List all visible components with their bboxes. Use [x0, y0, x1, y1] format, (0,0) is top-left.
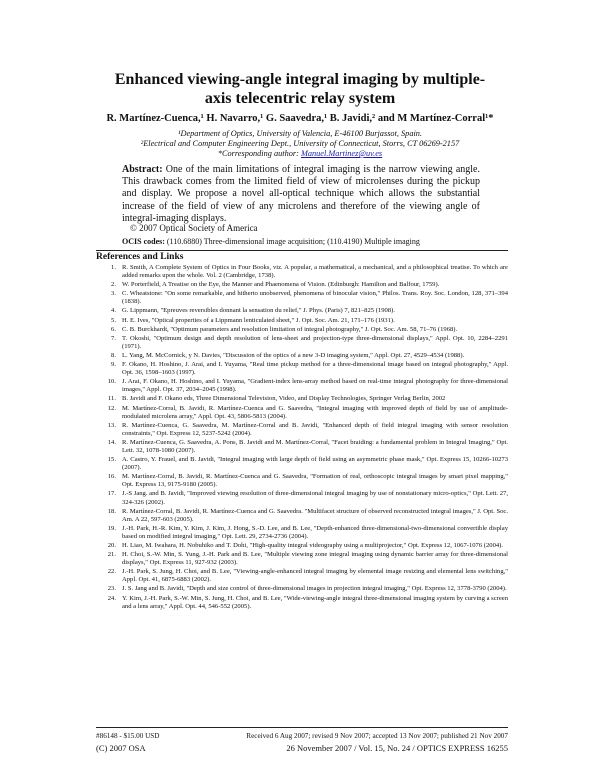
reference-number: 13. [107, 421, 116, 429]
ocis-text: (110.6880) Three-dimensional image acquisition; (110.4190) Multiple imaging [164, 237, 420, 246]
reference-text: W. Porterfield, A Treatise on the Eye, the Manner and Phaenomena of Vision. (Edinburgh: Hamilton and Balfour, 1759). [122, 281, 440, 289]
ocis-codes [122, 237, 420, 246]
copyright-notice: © 2007 Optical Society of America [130, 223, 258, 233]
reference-item [96, 326, 508, 334]
abstract-text: One of the main limitations of integral imaging is the narrow viewing angle. This drawback comes from the limited field of view of microlenses during the pickup and display. We propose a novel all-optical technique which allows the substantial increase of the field of view of any microlens and therefore of the viewing angle of integral-imaging displays. [122, 164, 480, 224]
reference-number: 14. [107, 438, 116, 446]
reference-item [96, 490, 508, 506]
reference-number: 2. [111, 281, 116, 289]
reference-number: 4. [111, 307, 116, 315]
reference-item [96, 405, 508, 421]
reference-text: C. Wheatstone: "On some remarkable, and hitherto unobserved, phenomena of binocular vision," Philos. Trans. Roy. Soc. London, 128, 371–394 (1838). [122, 290, 508, 306]
reference-number: 23. [107, 585, 116, 593]
reference-text: C. B. Burckhardt, "Optimum parameters and resolution limitation of integral photography," J. Opt. Soc. Am. 58, 71–76 (1968). [122, 325, 458, 333]
reference-item [96, 264, 508, 280]
reference-number: 19. [107, 524, 116, 532]
reference-number: 6. [111, 325, 116, 333]
reference-text: J.-H. Park, S. Jung, H. Choi, and B. Lee, "Viewing-angle-enhanced integral imaging by elemental image resizing and elemental lens switching," Appl. Opt. 41, 6875-6883 (2002). [122, 568, 508, 584]
footer-journal: 26 November 2007 / Vol. 15, No. 24 / OPTICS EXPRESS 16255 [286, 743, 508, 753]
reference-text: R. Smith, A Complete System of Optics in Four Books, viz. A popular, a mathematical, a mechanical, and a philosophical treatise. To which are added remarks upon the whole. Vol. 2 (Cambridge, 1738). [122, 264, 508, 280]
reference-text: B. Javidi and F. Okano eds, Three Dimensional Television, Video, and Display Technologies, Springer Verlag Berlin, 2002 [122, 395, 446, 403]
reference-text: M. Martínez-Corral, B. Javidi, R. Martínez-Cuenca and G. Saavedra, "Integral imaging with improved depth of field by use of amplitude-modulated microlens array," Appl. Opt. 43, 5806-5813 (2004). [122, 404, 508, 420]
reference-item [96, 290, 508, 306]
reference-item [96, 542, 508, 550]
reference-item [96, 568, 508, 584]
reference-number: 15. [107, 456, 116, 464]
reference-item [96, 525, 508, 541]
reference-text: R. Martínez-Cuenca, G. Saavedra, M. Martínez-Corral and B. Javidi, "Enhanced depth of field integral imaging with sensor resolution constraints," Opt. Express 12, 5237-5242 (2004). [122, 421, 508, 437]
abstract [122, 164, 480, 225]
reference-text: R. Martínez-Cuenca, G. Saavedra, A. Pons, B. Javidi and M. Martínez-Corral, "Facet braiding: a fundamental problem in Integral Imaging," Opt. Lett. 32, 1078-1080 (2007). [122, 438, 508, 454]
footer-osa: (C) 2007 OSA [96, 743, 146, 753]
paper-title [80, 70, 520, 108]
reference-item [96, 307, 508, 315]
affiliation-1: ¹Department of Optics, University of Valencia, E-46100 Burjassot, Spain. [178, 129, 422, 138]
reference-text: R. Martínez-Corral, B. Javidi, R. Martínez-Cuenca and G. Saavedra. "Multifacet structure of observed reconstructed integral images," J. Opt. Soc. Am. A 22, 597-603 (2005). [122, 507, 508, 523]
reference-item [96, 395, 508, 403]
references-heading: References and Links [96, 252, 184, 262]
reference-text: J. S. Jang and B. Javidi, "Depth and size control of three-dimensional images in projection integral imaging," Opt. Express 12, 3778-3790 (2004). [122, 585, 507, 593]
reference-text: H. E. Ives, "Optical properties of a Lippmann lenticulated sheet," J. Opt. Soc. Am. 21, 171–176 (1931). [122, 316, 395, 324]
reference-item [96, 422, 508, 438]
reference-item [96, 508, 508, 524]
reference-number: 8. [111, 351, 116, 359]
reference-text: T. Okoshi, "Optimum design and depth resolution of lens-sheet and projection-type three-dimensional displays," Appl. Opt. 10, 2284–2291 (1971). [122, 334, 508, 350]
reference-text: Y. Kim, J.-H. Park, S.-W. Min, S. Jung, H. Choi, and B. Lee, "Wide-viewing-angle integral three-dimensional imaging system by curving a screen and a lens array," Appl. Opt. 44, 546-552 (2005). [122, 594, 508, 610]
divider-bottom [96, 727, 508, 728]
reference-text: H. Liao, M. Iwahara, H. Nobuhiko and T. Dohi, "High-quality integral videography using a multiprojector," Opt. Express 12, 1067-1076 (2004). [122, 542, 504, 549]
author-list: R. Martínez-Cuenca,¹ H. Navarro,¹ G. Saavedra,¹ B. Javidi,² and M Martínez-Corral¹* [106, 113, 494, 124]
reference-item [96, 551, 508, 567]
reference-item [96, 456, 508, 472]
reference-number: 10. [107, 378, 116, 386]
reference-item [96, 335, 508, 351]
divider-top [96, 250, 508, 251]
reference-item [96, 439, 508, 455]
footer-price: #86148 - $15.00 USD [96, 732, 160, 740]
affiliation-2: ²Electrical and Computer Engineering Dept., University of Connecticut, Storrs, CT 06269-2157 [140, 139, 460, 148]
reference-item [96, 352, 508, 360]
footer-dates: Received 6 Aug 2007; revised 9 Nov 2007; accepted 13 Nov 2007; published 21 Nov 2007 [246, 732, 508, 740]
reference-number: 20. [107, 542, 116, 549]
reference-text: A. Castro, Y. Frauel, and B. Javidi, "Integral imaging with large depth of field using an asymmetric phase mask," Opt. Express 15, 10266-10273 (2007). [122, 456, 508, 472]
reference-list [96, 264, 508, 612]
reference-number: 21. [107, 551, 116, 559]
reference-text: J.-S Jang. and B. Javidi, "Improved viewing resolution of three-dimensional integral imaging by use of nonstationary micro-optics," Opt. Lett. 27, 324-326 (2002). [122, 490, 508, 506]
reference-item [96, 361, 508, 377]
title-line-2: axis telecentric relay system [204, 90, 396, 107]
reference-text: J.-H. Park, H.-R. Kim, Y. Kim, J. Kim, J. Hong, S.-D. Lee, and B. Lee, "Depth-enhanced three-dimensional-two-dimensional convertible display based on modified integral imaging," Opt. Lett. 29, 2734-2736 (2004). [122, 524, 508, 540]
reference-number: 12. [107, 404, 116, 412]
reference-number: 1. [111, 264, 116, 271]
reference-item [96, 473, 508, 489]
reference-item [96, 378, 508, 394]
title-line-1: Enhanced viewing-angle integral imaging by multiple- [114, 71, 486, 88]
reference-number: 22. [107, 568, 116, 576]
abstract-label: Abstract: [122, 164, 163, 175]
reference-number: 18. [107, 507, 116, 515]
reference-text: F. Okano, H. Hoshino, J. Arai, and I. Yuyama, "Real time pickup method for a three-dimensional image based on integral photography," Appl. Opt. 36, 1598–1603 (1997). [122, 361, 508, 377]
reference-number: 11. [108, 395, 116, 403]
reference-text: M. Martínez-Corral, B. Javidi, R. Martínez-Cuenca and G. Saavedra, "Formation of real, orthoscopic integral images by smart pixel mapping," Opt. Express 13, 9175-9180 (2005). [122, 473, 508, 489]
reference-number: 24. [107, 594, 116, 602]
reference-number: 3. [111, 290, 116, 298]
reference-number: 5. [111, 316, 116, 324]
reference-item [96, 595, 508, 611]
reference-text: L. Yang, M. McCornick, y N. Davies, "Discussion of the optics of a new 3-D imaging system," Appl. Opt. 27, 4529–4534 (1988). [122, 351, 465, 359]
reference-text: G. Lippmann, "Epreuves reversibles donnant la sensation du relief," J. Phys. (Paris) 7, 821–825 (1908). [122, 307, 395, 315]
reference-number: 16. [107, 473, 116, 481]
reference-text: H. Choi, S.-W. Min, S. Yung, J.-H. Park and B. Lee, "Multiple viewing zone integral imaging using dynamic barrier array for three-dimensional displays," Opt. Express 11, 927-932 (2003). [122, 551, 508, 567]
reference-number: 9. [111, 361, 116, 369]
reference-item [96, 585, 508, 593]
reference-item [96, 317, 508, 325]
reference-text: J. Arai, F. Okano, H. Hoshino, and I. Yuyama, "Gradient-index lens-array method based on real-time integral photography for three-dimensional images," Appl. Opt. 37, 2034–2045 (1998). [122, 378, 508, 394]
corresponding-author [60, 149, 540, 159]
reference-number: 7. [111, 334, 116, 342]
corresponding-label: *Corresponding author: [217, 149, 301, 158]
ocis-label: OCIS codes: [122, 237, 165, 246]
author-email-link[interactable]: Manuel.Martinez@uv.es [300, 149, 383, 158]
reference-number: 17. [107, 490, 116, 498]
reference-item [96, 281, 508, 289]
